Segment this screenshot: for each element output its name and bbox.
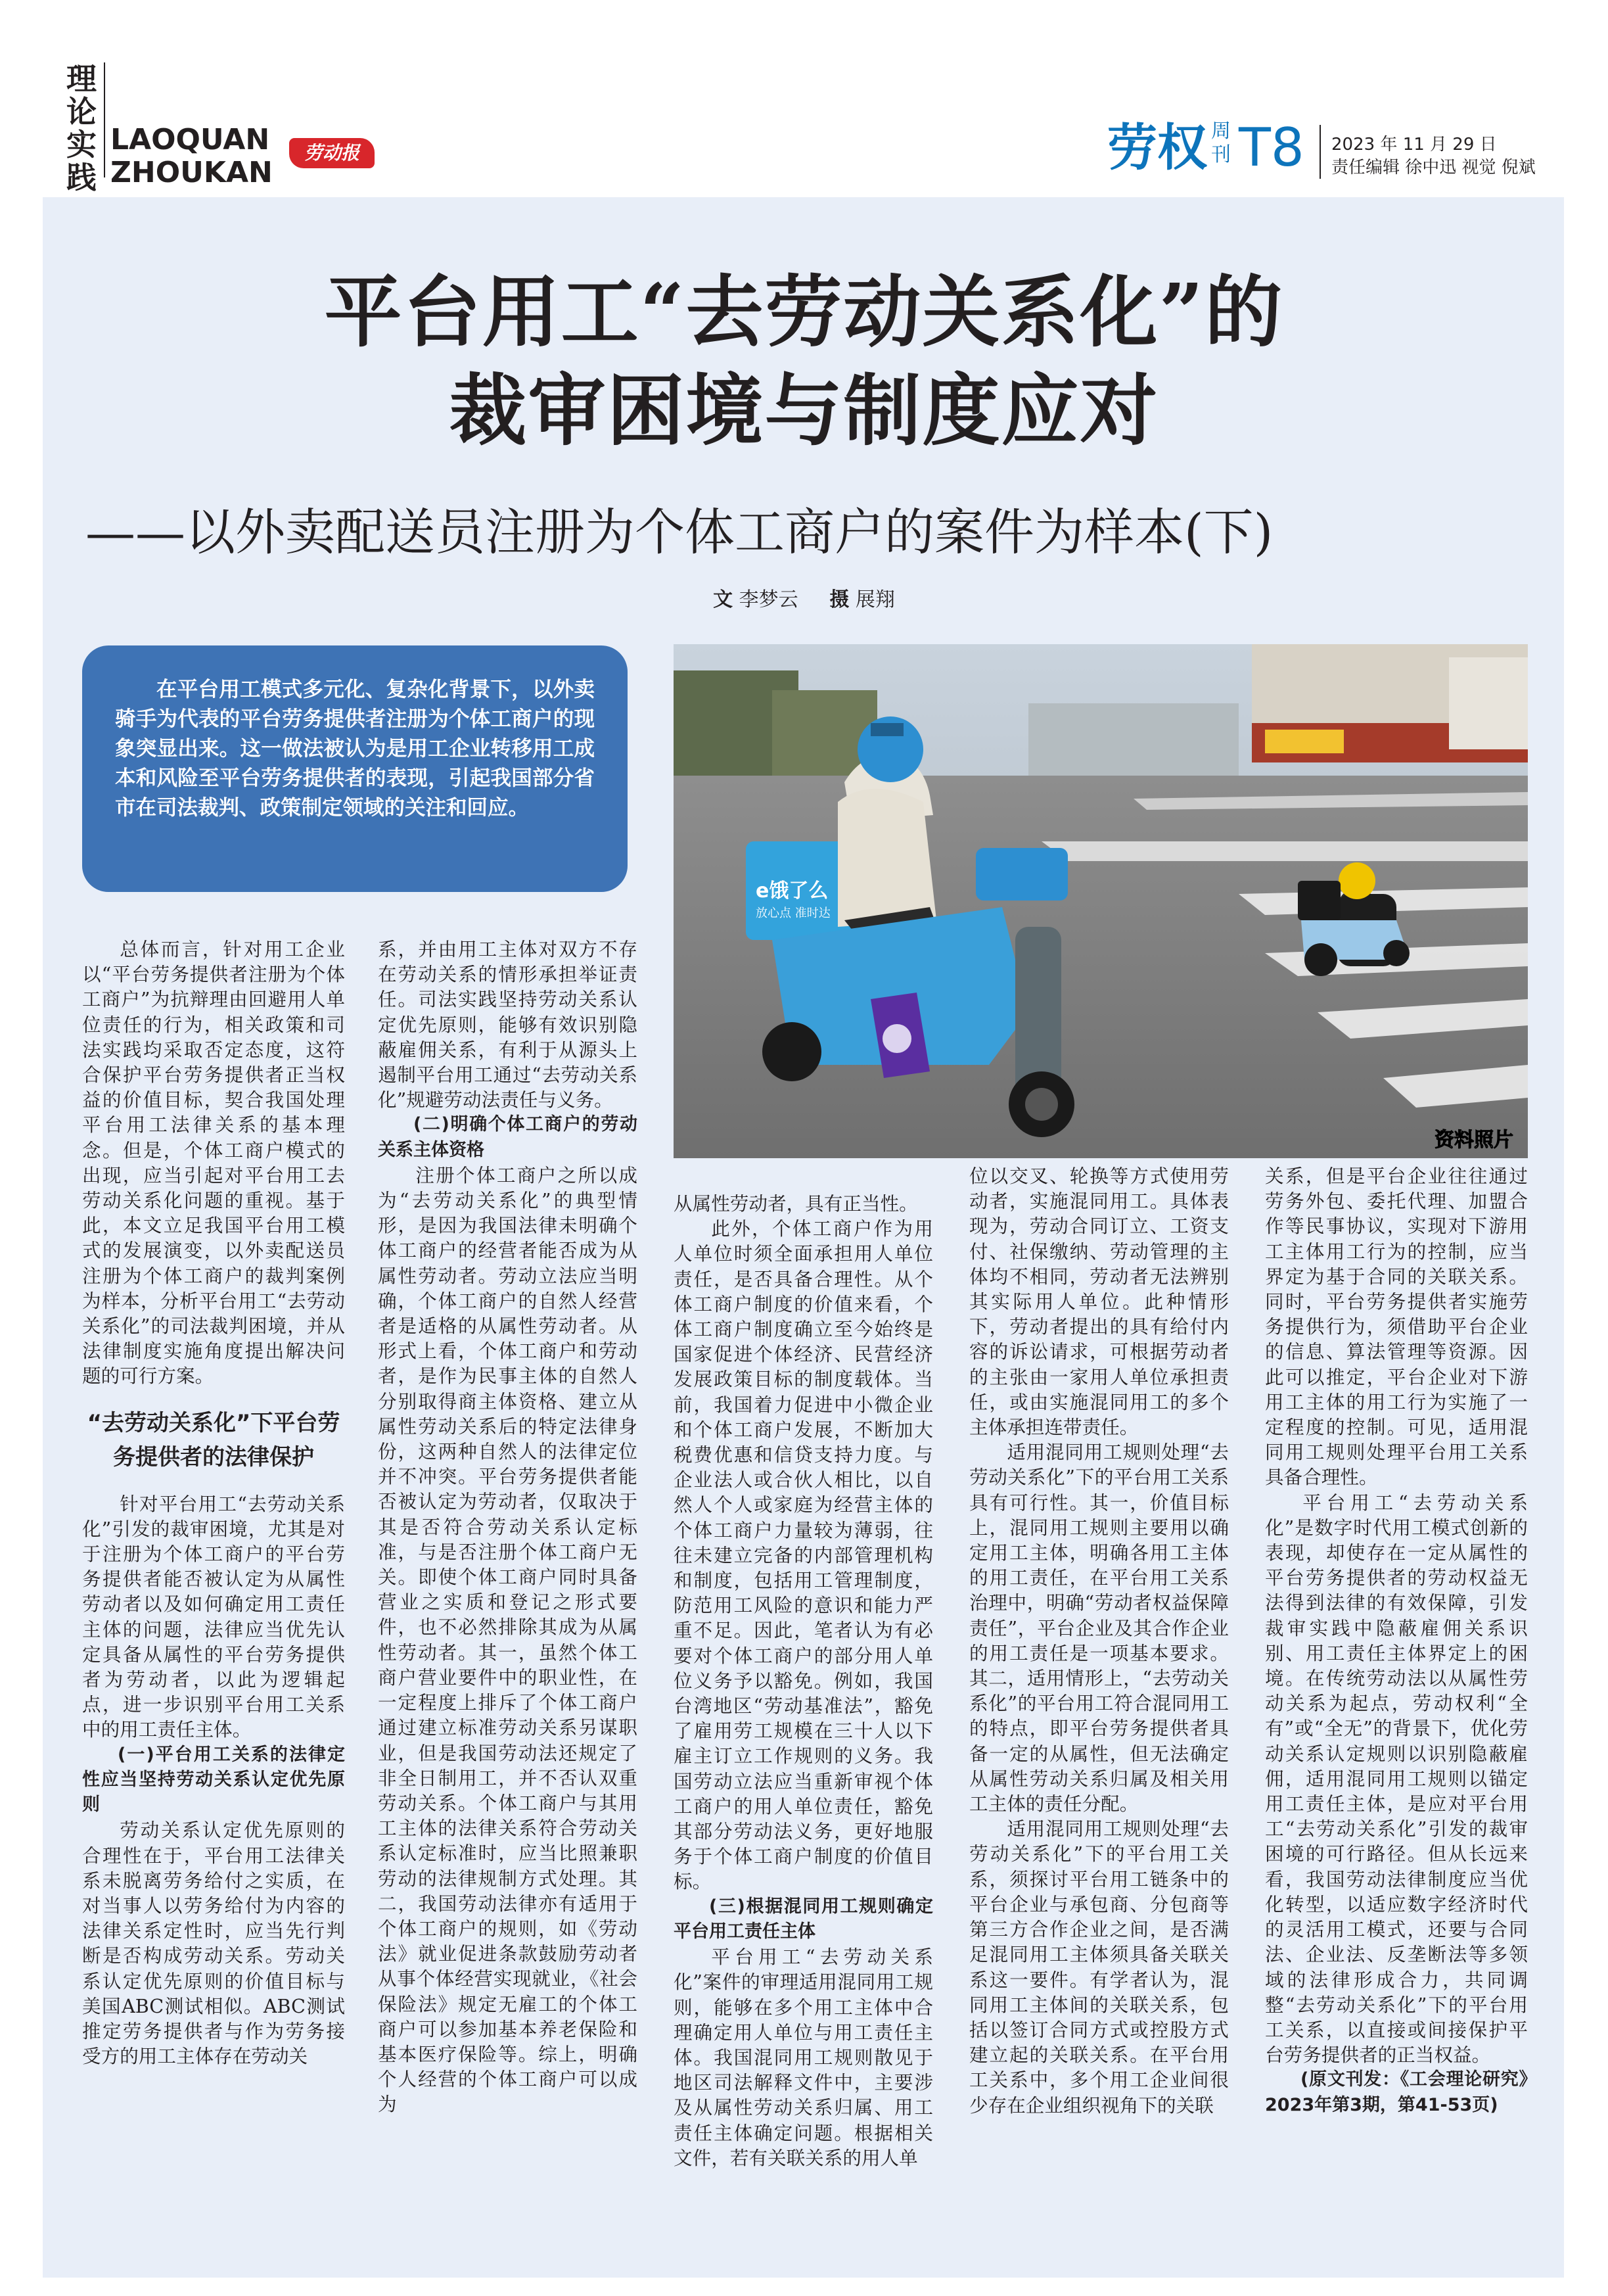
- section-vertical-char: 理: [66, 61, 97, 97]
- editors-credit: 责任编辑 徐中迅 视觉 倪斌: [1331, 158, 1536, 177]
- page-number: T8: [1239, 117, 1304, 178]
- section-weekly-char: 周: [1211, 120, 1231, 143]
- lead-paragraph-box: 在平台用工模式多元化、复杂化背景下，以外卖骑手为代表的平台劳务提供者注册为个体工商户的现象突显出来。这一做法被认为是用工企业转移用工成本和风险至平台劳务提供者的表现，引起我国部分省市在司法裁判、政策制定领域的关注和回应。: [82, 645, 628, 892]
- page-header: [0, 0, 1608, 197]
- col1-paragraph-2: 针对平台用工“去劳动关系化”引发的裁审困境，尤其是对于注册为个体工商户的平台劳务提供者能否被认定为从属性劳动者以及如何确定用工责任主体的问题，法律应当优先认定具备从属性的平台劳务提供者为劳动者，以此为逻辑起点，进一步识别平台用工关系中的用工责任主体。: [82, 1492, 345, 1741]
- bag-slogan-text: 放心点 准时达: [756, 906, 831, 920]
- col4-paragraph-1: 位以交叉、轮换等方式使用劳动者，实施混同用工。具体表现为，劳动合同订立、工资支付、社保缴纳、劳动管理的主体均不相同，劳动者无法辨别其实际用人单位。此种情形下，劳动者提出的具有给付内容的诉讼请求，可根据劳动者的主张由一家用人单位承担责任，或由实施混同用工的多个主体承担连带责任。: [969, 1165, 1229, 1439]
- header-separator: [1320, 125, 1321, 179]
- section-vertical-char: 践: [66, 160, 97, 195]
- text-column-1: [82, 937, 345, 2069]
- brand-en-line1: LAOQUAN: [110, 123, 270, 156]
- col1-subheading: (一)平台用工关系的法律定性应当坚持劳动关系认定优先原则: [82, 1744, 345, 1816]
- article-photo: [674, 644, 1528, 1158]
- headline-line1: 平台用工“去劳动关系化”的: [324, 266, 1284, 358]
- text-column-2: [378, 937, 637, 2117]
- bag-logo-text: e饿了么: [756, 879, 829, 902]
- col4-paragraph-3: 适用混同用工规则处理“去劳动关系化”下的平台用工关系，须探讨平台用工链条中的平台企业与承包商、分包商等第三方合作企业之间，是否满足混同用工主体须具备关联关系这一要件。有学者认为，混同用工主体间的关联关系，包括以签订合同方式或控股方式建立起的关联关系。在平台用工关系中，多个用工企业间很少存在企业组织视角下的关联: [969, 1817, 1229, 2117]
- byline-text-label: 文: [713, 588, 733, 611]
- section-vertical-label: [62, 62, 101, 194]
- section-vertical-char: 论: [66, 94, 97, 129]
- byline-author: 李梦云: [739, 588, 798, 611]
- header-divider: [104, 62, 105, 177]
- subheadline: ——以外卖配送员注册为个体工商户的案件为样本(下): [85, 503, 1274, 561]
- street-scene-illustration: [674, 644, 1528, 1158]
- col3-subheading: (三)根据混同用工规则确定平台用工责任主体: [674, 1896, 933, 1942]
- col3-paragraph-2: 此外，个体工商户作为用人单位时须全面承担用人单位责任，是否具备合理性。从个体工商户制度的价值来看，个体工商户制度确立至今始终是国家促进个体经济、民营经济发展政策目标的制度载体。当前，我国着力促进中小微企业和个体工商户发展，不断加大税费优惠和信贷支持力度。与企业法人或合伙人相比，以自然人个人或家庭为经营主体的个体工商户力量较为薄弱，往往未建立完备的内部管理机构和制度，包括用工管理制度，防范用工风险的意识和能力严重不足。因此，笔者认为有必要对个体工商户的部分用人单位义务予以豁免。例如，我国台湾地区“劳动基准法”，豁免了雇用劳工规模在三十人以下雇主订立工作规则的义务。我国劳动立法应当重新审视个体工商户的用人单位责任，豁免其部分劳动法义务，更好地服务于个体工商户制度的价值目标。: [674, 1217, 933, 1893]
- col2-subheading: (二)明确个体工商户的劳动关系主体资格: [378, 1114, 637, 1160]
- byline-photo-label: 摄: [829, 588, 850, 611]
- col4-paragraph-2: 适用混同用工规则处理“去劳动关系化”下的平台用工关系具有可行性。其一，价值目标上，混同用工规则主要用以确定用工主体，明确各用工主体的用工责任，在平台用工关系治理中，明确“劳动者权益保障责任”，平台企业及其合作企业的用工责任是一项基本要求。其二，适用情形上，“去劳动关系化”的平台用工符合混同用工的特点，即平台劳务提供者具备一定的从属性，但无法确定从属性劳动关系归属及相关用工主体的责任分配。: [969, 1441, 1229, 1816]
- col3-paragraph-3: 平台用工“去劳动关系化”案件的审理适用混同用工规则，能够在多个用工主体中合理确定用人单位与用工责任主体。我国混同用工规则散见于地区司法解释文件中，主要涉及从属性劳动关系归属、用工责任主体确定问题。根据相关文件，若有关联关系的用人单: [674, 1946, 933, 2169]
- section-name: 劳权: [1107, 118, 1207, 177]
- col5-paragraph-2: 平台用工“去劳动关系化”是数字时代用工模式创新的表现，却使存在一定从属性的平台劳务提供者的劳动权益无法得到法律的有效保障，引发裁审实践中隐蔽雇佣关系识别、用工责任主体界定上的困境。在传统劳动法以从属性劳动关系为起点，劳动权利“全有”或“全无”的背景下，优化劳动关系认定规则以识别隐蔽雇佣，适用混同用工规则以锚定用工责任主体，是应对平台用工“去劳动关系化”引发的裁审困境的可行路径。但从长远来看，我国劳动法律制度应当优化转型，以适应数字经济时代的灵活用工模式，还要与合同法、企业法、反垄断法等多领域的法律形成合力，共同调整“去劳动关系化”下的平台用工关系，以直接或间接保护平台劳务提供者的正当权益。: [1265, 1491, 1528, 2067]
- text-column-3: [674, 1191, 933, 2170]
- section-heading: “去劳动关系化”下平台劳务提供者的法律保护: [87, 1409, 340, 1470]
- publication-date: 2023 年 11 月 29 日: [1331, 135, 1497, 154]
- section-weekly: [1211, 120, 1231, 167]
- brand-english: [110, 124, 273, 189]
- text-column-4: [969, 1163, 1229, 2118]
- brand-logo-stamp: 劳动报: [289, 138, 375, 168]
- col1-paragraph-3: 劳动关系认定优先原则的合理性在于，平台用工法律关系未脱离劳务给付之实质，在对当事人以劳务给付为内容的法律关系定性时，应当先行判断是否构成劳动关系。劳动关系认定优先原则的价值目标与美国ABC测试相似。ABC测试推定劳务提供者与作为劳务接受方的用工主体存在劳动关: [82, 1819, 345, 2068]
- text-column-5: [1265, 1163, 1528, 2118]
- headline-line2: 裁审困境与制度应对: [449, 365, 1159, 456]
- photo-caption: 资料照片: [1435, 1129, 1513, 1152]
- brand-en-line2: ZHOUKAN: [110, 156, 273, 189]
- col1-paragraph-1: 总体而言，针对用工企业以“平台劳务提供者注册为个体工商户”为抗辩理由回避用人单位责任的行为，相关政策和司法实践均采取否定态度，这符合保护平台劳务提供者正当权益的价值目标，契合我国处理平台用工法律关系的基本理念。但是，个体工商户模式的出现，应当引起对平台用工去劳动关系化问题的重视。基于此，本文立足我国平台用工模式的发展演变，以外卖配送员注册为个体工商户的裁判案例为样本，分析平台用工“去劳动关系化”的司法裁判困境，并从法律制度实施角度提出解决问题的可行方案。: [82, 938, 345, 1388]
- section-vertical-char: 实: [66, 127, 97, 162]
- col2-paragraph-2: 注册个体工商户之所以成为“去劳动关系化”的典型情形，是因为我国法律未明确个体工商户的经营者能否成为从属性劳动者。劳动立法应当明确，个体工商户的自然人经营者是适格的从属性劳动者。从形式上看，个体工商户和劳动者，是作为民事主体的自然人分别取得商主体资格、建立从属性劳动关系后的特定法律身份，这两种自然人的法律定位并不冲突。平台劳务提供者能否被认定为劳动者，仅取决于其是否符合劳动关系认定标准，与是否注册个体工商户无关。即使个体工商户同时具备营业之实质和登记之形式要件，也不必然排除其成为从属性劳动者。其一，虽然个体工商户营业要件中的职业性，在一定程度上排斥了个体工商户通过建立标准劳动关系另谋职业，但是我国劳动法还规定了非全日制用工，并不否认双重劳动关系。个体工商户与其用工主体的法律关系符合劳动关系认定标准时，应当比照兼职劳动的法律规制方式处理。其二，我国劳动法律亦有适用于个体工商户的规则，如《劳动法》就业促进条款鼓励劳动者从事个体经营实现就业，《社会保险法》规定无雇工的个体工商户可以参加基本养老保险和基本医疗保险等。综上，明确个人经营的个体工商户可以成为: [378, 1163, 637, 2116]
- col3-paragraph-1: 从属性劳动者，具有正当性。: [674, 1192, 918, 1215]
- col2-paragraph-1: 系，并由用工主体对双方不存在劳动关系的情形承担举证责任。司法实践坚持劳动关系认定优先原则，能够有效识别隐蔽雇佣关系，有利于从源头上遏制平台用工通过“去劳动关系化”规避劳动法责任与义务。: [378, 938, 637, 1112]
- source-citation: (原文刊发：《工会理论研究》2023年第3期，第41-53页): [1265, 2069, 1528, 2115]
- section-weekly-char: 刊: [1211, 143, 1231, 166]
- byline: [0, 587, 1608, 613]
- col5-paragraph-1: 关系，但是平台企业往往通过劳务外包、委托代理、加盟合作等民事协议，实现对下游用工主体用工行为的控制，应当界定为基于合同的关联关系。同时，平台劳务提供者实施劳务提供行为，须借助平台企业的信息、算法管理等资源。因此可以推定，平台企业对下游用工主体的用工行为实施了一定程度的控制。可见，适用混同用工规则处理平台用工关系具备合理性。: [1265, 1165, 1528, 1489]
- byline-photographer: 展翔: [855, 588, 895, 611]
